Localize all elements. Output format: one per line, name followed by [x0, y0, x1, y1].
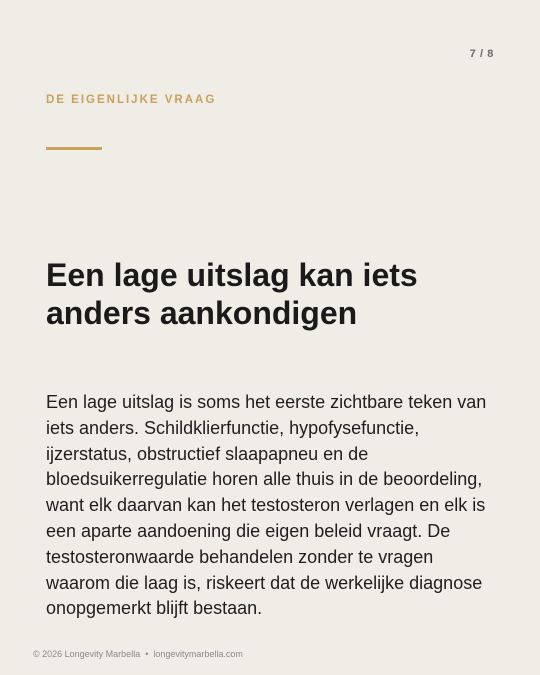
body-paragraph: Een lage uitslag is soms het eerste zichtbare teken van iets anders. Schildklierfunctie, hypofysefunctie, ijzerstatus, obstructief slaapapneu en de bloedsuikerregulatie horen alle thuis in de beoordeling, want elk daarvan kan het testosteron verlagen en elk is een aparte aandoening die eigen beleid vraagt. De testosteronwaarde behandelen zonder te vragen waarom die laag is, riskeert dat de werkelijke diagnose onopgemerkt blijft bestaan.	[46, 392, 487, 619]
page-title: Een lage uitslag kan iets anders aankondigen	[46, 257, 418, 331]
footer	[33, 649, 243, 659]
footer-website-link[interactable]: longevitymarbella.com	[153, 649, 243, 659]
accent-divider	[46, 147, 102, 150]
page-counter: 7 / 8	[469, 48, 494, 60]
footer-copyright: © 2026 Longevity Marbella	[33, 649, 141, 659]
footer-separator: •	[145, 649, 149, 659]
section-eyebrow: DE EIGENLIJKE VRAAG	[46, 94, 217, 106]
